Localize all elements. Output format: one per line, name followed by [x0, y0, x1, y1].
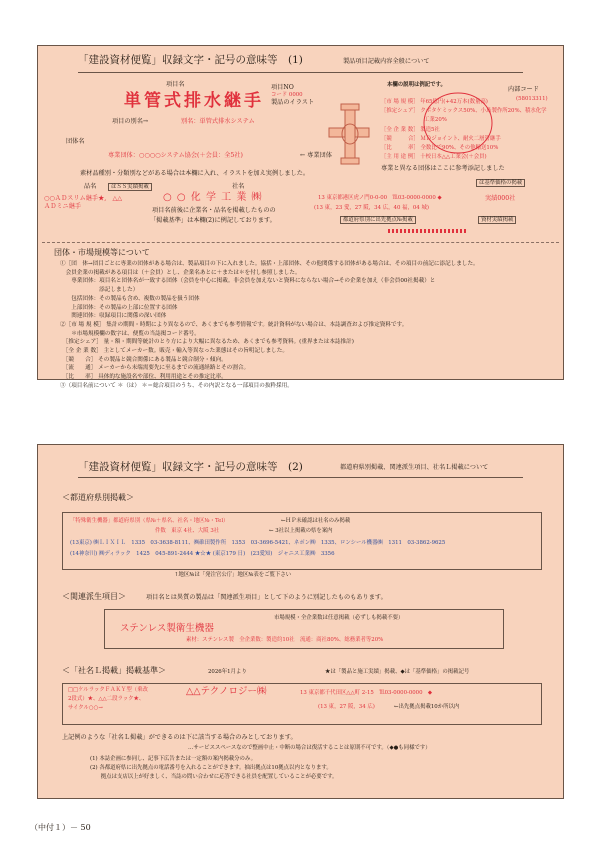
company-branch-codes: (13 東，23 愛，27 阪，34 広，40 福，04 城): [314, 205, 429, 211]
lname-red-3: サイクル○○→: [68, 705, 103, 711]
body-line: ［流 通］ メーカーから末端需要先に至るまでの流通経路とその割合。: [60, 365, 250, 372]
market-line: 工業20%: [381, 117, 447, 124]
panel-2: [37, 444, 564, 799]
closing-item: 拠点は支店以上が好ましく、当誌の問い合わせに応答できる社員を配置していることが必要です。: [90, 774, 338, 781]
panel-1: [37, 45, 564, 389]
notice-2: 「掲載基準」は本欄(2)に例記しております。: [150, 217, 276, 224]
panel2-subtitle: 都道府県別掲載、関連派生項目、社名Ｌ掲載について: [340, 464, 489, 471]
market-line: ［推定シェア］ クボタケミックス50%、小島製作所20%、積水化学: [381, 108, 547, 115]
body-line: 関連団体：収録項目に関係の深い団体: [60, 313, 167, 320]
lname-codes-note: ←出先拠点掲載10か所以内: [394, 704, 460, 710]
derived-detail: 素材：ステンレス製 全企業数：製造約10社 流通：商社80%、総務業者等20%: [186, 637, 384, 643]
alias-arrow: 項目の別名→: [112, 118, 149, 125]
pref-heading: ＜都道府県別掲載＞: [62, 493, 134, 502]
closing-item: (2) 各都道府県に出先拠点の電話番号を入れることができます。抽出拠点は10拠点以内となります。: [90, 765, 332, 772]
agency-box: 都道府県別に出先拠点№掲載: [340, 216, 416, 224]
product-red-1: ○○ＡＤスリム継手★, △△: [44, 195, 122, 202]
material-note: 素材品種別・分類別などがある場合は本欄に入れ、イラストを加え実例しました。: [80, 170, 310, 177]
body-line: ［比 率］ 具体的な施設名や部位、利用用途とその推定比率。: [60, 374, 227, 381]
panel1-title: 「建設資材便覧」収録文字・記号の意味等 (1): [78, 54, 303, 66]
pipe-fitting-illustration: [325, 102, 375, 172]
derived-title: ステンレス製衛生機器: [120, 623, 214, 634]
pref-row-1: (13東京) ㈱ＬＩＸＩＬ 1335 03-3638-8111、㈱碓田製作所 1353 03-3696-5421、ネポン㈱ 1335、ロンシール機器㈱ 1311 03-3862-9625: [70, 540, 446, 546]
group-diff-note: 専業と異なる団体はここに参考添記しました: [381, 165, 505, 172]
lname-codes: (13 東，27 阪，34 広): [318, 704, 375, 710]
group-text: 専業団体：○○○○システム協会(＋会員：全5社): [108, 152, 243, 159]
label-trade-name: 品名: [84, 183, 97, 190]
internal-code-value: (58013311): [516, 96, 548, 102]
body-line: ＊市場規模欄の数字は、便覧の当誌掲コード番号。: [60, 330, 200, 337]
pref-count-line: 件数 東京 4社、大阪 3社: [155, 528, 220, 534]
derived-heading: ＜関連派生項目＞: [62, 592, 126, 601]
panel1-subtitle: 製品項目記載内容全般について: [343, 58, 430, 65]
body-line: ①［団 体→団目ごとに専業の団体がある場合は、製品項目の下に入れました。協括・上部団体、その他関係する団体がある場合は、その項目の前記に添記しました。: [60, 261, 479, 267]
label-group-name: 団体名: [66, 138, 85, 145]
label-item-no: 項目NO: [271, 84, 294, 91]
pref-red-line: 「特殊衛生機器」都道府県別（県№＋県名、社名・地区№・Tel）: [70, 518, 229, 524]
company-address: 13 東京都港区虎ノ門0-0-00 ℡03-0000-0000 ◆: [318, 195, 442, 201]
example-note: 本欄の説明は例記です。: [387, 82, 446, 88]
market-line: ［競 合］ ＭＤジョイント、耐火二層管継手: [381, 135, 501, 142]
body-line: ③（項目名前について ＊（は） ＊＝総合項目のうち、その内訳となる一部項目の抜粋採用。: [60, 382, 293, 389]
record-box: 資材実績掲載: [478, 216, 516, 224]
record-label: 実績000社: [485, 195, 516, 202]
section-title: 団体・市場規模等について: [54, 248, 150, 257]
panel2-title: 「建設資材便覧」収録文字・記号の意味等 (2): [78, 461, 303, 473]
body-line: ［競 合］ その製品と競合関係にある製品と競合制分・傾向。: [60, 356, 227, 363]
market-line: ［主 用 途 例］ 十校日本△△工業会(＋会員): [381, 154, 487, 161]
label-internal-code: 内部コード: [508, 86, 539, 93]
alias-text: 別名：単管式排水システム: [181, 118, 255, 125]
body-line: ［全 企 業 数］ 主としてメーカー数。販売・輸入等異なった業態はその旨明記しました。: [60, 348, 288, 355]
lname-legend: ★は「製品と施工実績」掲載、◆は「基準価格」の掲載記号: [325, 669, 470, 675]
pref-footer: ↑地区№は「発注官公庁」地区№表をご覧下さい: [174, 572, 292, 578]
lname-address: 13 東京都千代田区△△町 2-15 ℡03-0000-0000 ◆: [300, 690, 433, 696]
market-line: ［比 率］ 全数比で90%、その他輸送10%: [381, 145, 499, 152]
market-line: ［全 企 業 数］ 製造5社: [381, 126, 440, 133]
body-line: 上部団体：その製品の上部に位置する団体: [60, 304, 178, 311]
label-product-illust: 製品のイラスト: [271, 99, 315, 106]
lname-date: 2026年1月より: [208, 669, 247, 675]
wave-divider: [388, 229, 468, 233]
closing-text: 上記例のような「社名Ｌ掲載」ができるのは下に該当する場合のみとしております。: [62, 734, 297, 741]
lname-red-1: □□ケルラックＦＡＫＹ型（乗改: [68, 687, 148, 693]
standard-badge: は基準価格の掲載: [476, 179, 525, 187]
label-item-name: 項目名: [166, 81, 185, 88]
body-line: 添記しました）: [60, 287, 139, 294]
group-arrow: ← 専業団体: [300, 152, 332, 159]
body-line: ②［市 場 規 模］ 集計の期間・時期により異なるので、あくまでも参考情報です。統計資料がない場合は、本誌調査および推定資料です。: [60, 321, 408, 328]
lname-heading: ＜「社名Ｌ掲載」掲載基準＞: [62, 666, 166, 675]
section-divider: [42, 242, 559, 243]
product-red-2: ＡＤミニ継手: [44, 203, 82, 210]
derived-note: 市場規模・全企業数は任意掲載（必ずしも掲載不要）: [274, 615, 404, 621]
lname-company: △△テクノロジー㈱: [186, 686, 267, 697]
lname-red-2: 2段式）★、△△二段ラック★、: [68, 696, 145, 702]
closing-item: (1) 本誌企画に参同し、記事下広告または一定額の案内掲載分のみ。: [90, 756, 257, 762]
page-footer: （中付１）－ 50: [30, 823, 91, 832]
body-line: 会員企業の掲載がある項目は（＋会員）とし、企業名あとに＋または＊を付し参照しました。: [60, 269, 301, 276]
trade-badge: はＳＳ実績掲載: [108, 183, 152, 191]
section-body: [60, 260, 479, 391]
pref-row-2: (14神奈川) ㈱ディラック 1425 045-891-2444 ★☆★ (東京179 日) (23愛知) ジャニス工業㈱ 3356: [70, 551, 335, 557]
market-info-block: [381, 98, 547, 162]
body-line: ［推定シェア］ 量・額・期間等統計のとり方により大幅に異なるため、あくまでも参考資料。(重界または本誌推計): [60, 339, 354, 346]
pref-red-note: ←ＨＰ未確認は社名のみ掲載: [281, 518, 351, 524]
main-item-name: 単管式排水継手: [124, 91, 264, 111]
closing-note: …サービススペースなので整画中止・中断の場合は復活することは原則不可です。（◆●も同様です）: [188, 745, 431, 751]
body-line: 包括団体：その製品も含め、複数の製品を扱う団体: [60, 295, 200, 302]
code-line: コード 0000: [271, 92, 303, 98]
derived-desc: 項目名とは異質の製品は「関連派生項目」として下のように別記したものもあります。: [146, 594, 387, 601]
body-line: 専業団体：項目名と団体名が一致する団体（会員を中心に掲載。非会員を加えないと資料にならない場合→その企業を加え（非会員00社掲載）と: [60, 278, 436, 285]
label-company-name: 社名: [232, 183, 245, 190]
pref-count-note: ← 3社以上掲載の県を案内: [269, 528, 333, 534]
company-name: ○ ○ 化 学 工 業 ㈱: [163, 192, 263, 203]
notice-1: 項目名前後に企業名・品名を掲載したものの: [152, 207, 276, 214]
closing-items: [90, 755, 337, 783]
market-line: ［市 場 規 模］ 年65億円(+42万本(数量高): [381, 99, 488, 105]
